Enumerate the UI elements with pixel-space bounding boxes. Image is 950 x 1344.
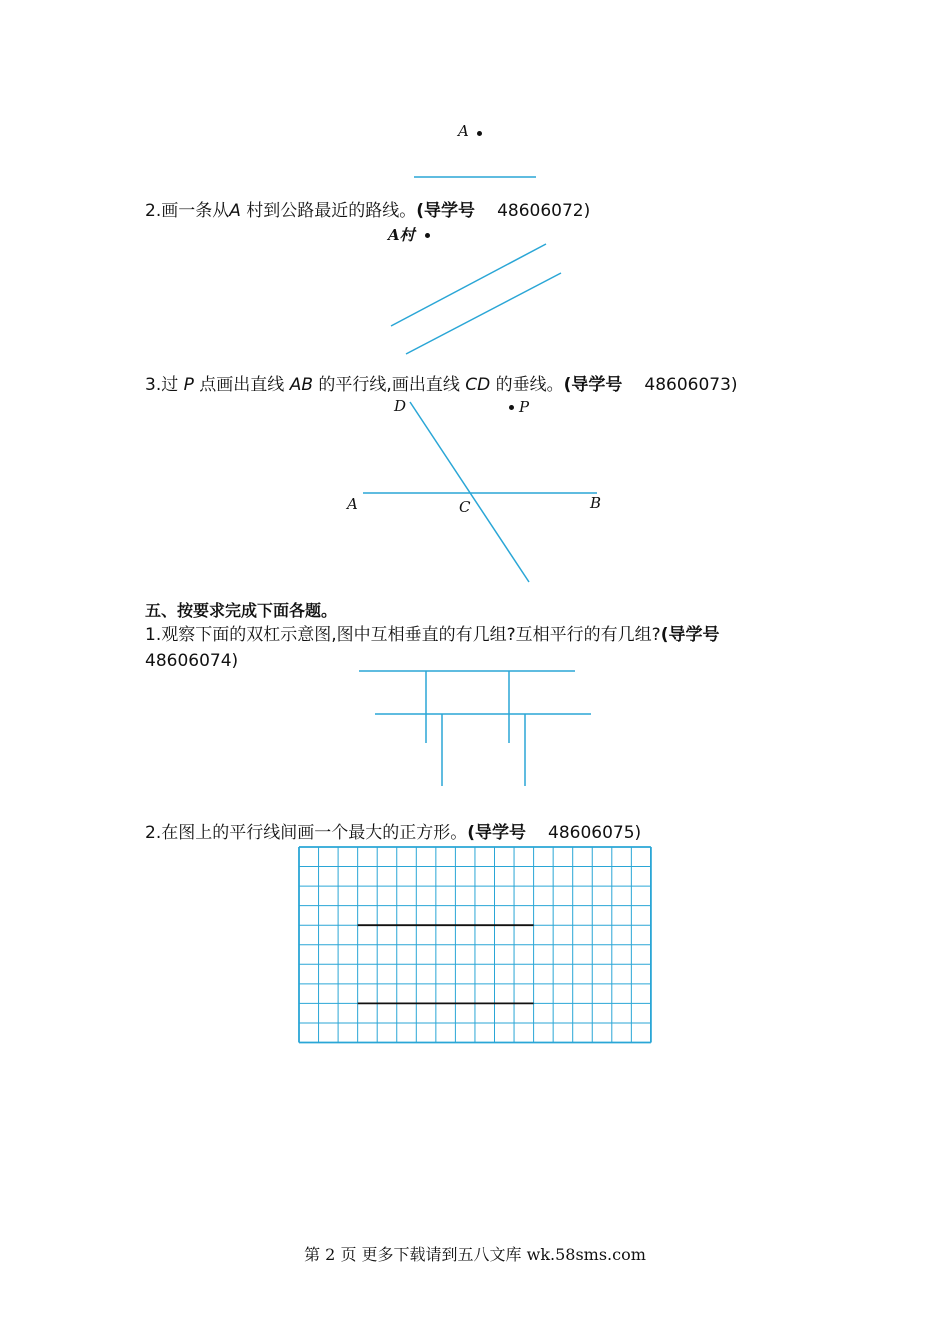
q3-t3: 的平行线,画出直线 xyxy=(313,375,466,395)
label-c: C xyxy=(459,498,471,516)
section-5-heading: 五、按要求完成下面各题。 xyxy=(145,601,338,620)
q2-number: 2. xyxy=(145,201,162,221)
q3-t1: 过 xyxy=(161,375,184,395)
q3-ref: (导学号 xyxy=(563,375,623,395)
page-footer: 第 2 页 更多下载请到五八文库 wk.58sms.com xyxy=(304,1245,646,1264)
label-a: A xyxy=(347,495,358,513)
label-d: D xyxy=(394,397,407,415)
s5-q1-ref: (导学号 xyxy=(660,625,720,645)
q3-v3: CD xyxy=(465,375,491,395)
q2-text-after: 村到公路最近的路线。 xyxy=(240,201,417,221)
q3-v1: P xyxy=(183,375,194,395)
s5-q2-ref-num: 48606075) xyxy=(548,823,642,843)
q3-ref-num: 48606073) xyxy=(644,375,738,395)
q3-t4: 的垂线。 xyxy=(490,375,564,395)
q3-v2: AB xyxy=(289,375,314,395)
label-p: P xyxy=(519,398,530,416)
s5-q1-text: 观察下面的双杠示意图,图中互相垂直的有几组?互相平行的有几组? xyxy=(161,625,661,645)
s5-q2-number: 2. xyxy=(145,823,162,843)
q3-number: 3. xyxy=(145,375,162,395)
point-a-label: A xyxy=(458,122,469,140)
q2-text-before: 画一条从 xyxy=(161,201,230,221)
village-a-label: A村 xyxy=(388,226,415,244)
label-b: B xyxy=(590,494,602,512)
s5-q1-ref-num: 48606074) xyxy=(145,651,239,671)
s5-q2-ref: (导学号 xyxy=(467,823,527,843)
q3-t2: 点画出直线 xyxy=(193,375,290,395)
s5-q2-text: 在图上的平行线间画一个最大的正方形。 xyxy=(161,823,468,843)
q2-ref-num: 48606072) xyxy=(497,201,591,221)
q2-ref: (导学号 xyxy=(416,201,476,221)
s5-q1-number: 1. xyxy=(145,625,162,645)
q2-var: A xyxy=(229,201,241,221)
